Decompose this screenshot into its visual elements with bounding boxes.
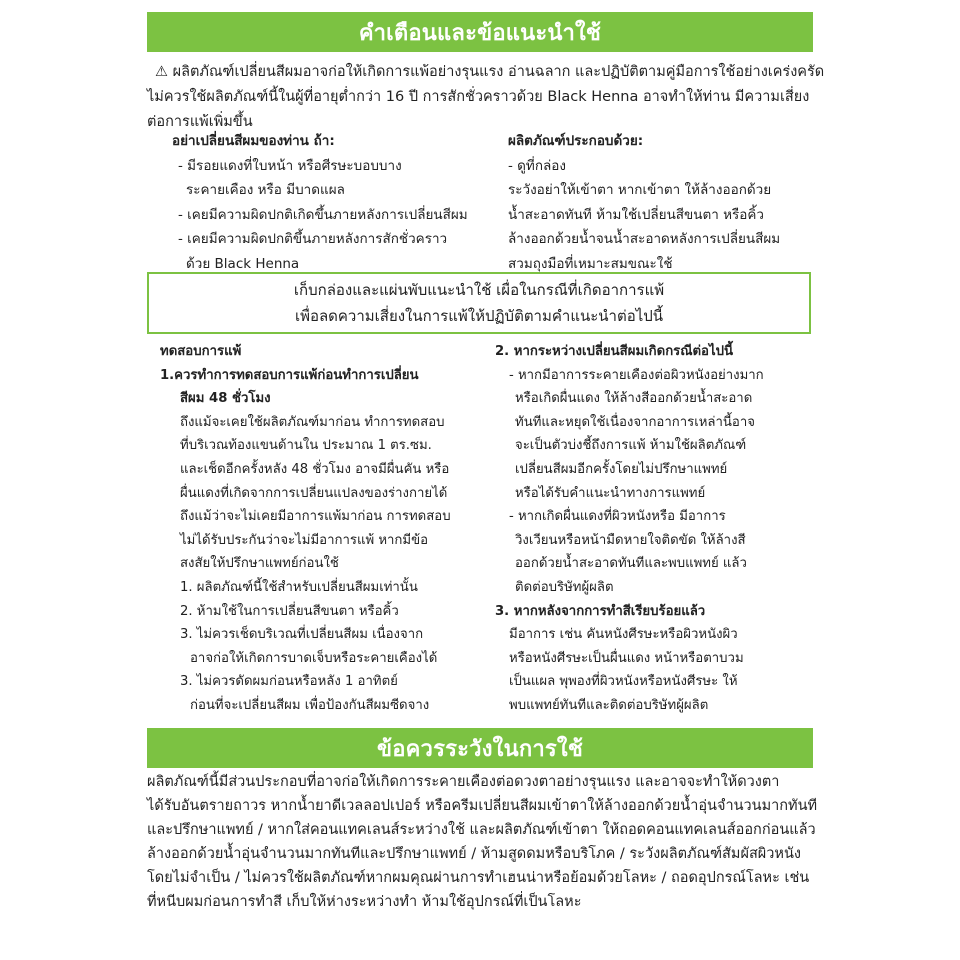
list-item: - ดูที่กล่อง: [508, 157, 566, 174]
text-line: วิงเวียนหรือหน้ามืดหายใจติดขัด ให้ล้างสี: [515, 532, 746, 548]
during-dye-section: [495, 340, 815, 718]
list-item: - มีรอยแดงที่ใบหน้า หรือศีรษะบอบบาง: [178, 157, 402, 174]
list-item: 3. ไม่ควรเช็ดบริเวณที่เปลี่ยนสีผม เนื่องจาก: [180, 627, 424, 643]
text-line: ที่บริเวณท้องแขนด้านใน ประมาณ 1 ตร.ซม.: [180, 438, 432, 454]
do-not-dye-heading: อย่าเปลี่ยนสีผมของท่าน ถ้า:: [172, 133, 335, 149]
list-item: 1. ผลิตภัณฑ์นี้ใช้สำหรับเปลี่ยนสีผมเท่านั้น: [180, 579, 418, 595]
contents-section: [508, 129, 808, 276]
text-line: ติดต่อบริษัทผู้ผลิต: [515, 579, 614, 595]
caution-line: ผลิตภัณฑ์นี้มีส่วนประกอบที่อาจก่อให้เกิดการระคายเคืองต่อดวงตาอย่างรุนแรง และอาจจะทำให้ดวงตา: [147, 774, 780, 790]
warnings-banner: [147, 12, 813, 52]
text-line: หรือหนังศีรษะเป็นผื่นแดง หน้าหรือตาบวม: [509, 650, 744, 666]
list-item: ก่อนที่จะเปลี่ยนสีผม เพื่อป้องกันสีผมซีดจาง: [190, 697, 430, 713]
text-line: เปลี่ยนสีผมอีกครั้งโดยไม่ปรึกษาแพทย์: [515, 461, 728, 477]
caution-paragraph: [147, 770, 817, 914]
list-item: - เคยมีความผิดปกติเกิดขึ้นภายหลังการเปลี่ยนสีผม: [178, 206, 468, 223]
list-item: น้ำสะอาดทันที ห้ามใช้เปลี่ยนสีขนตา หรือคิ้ว: [508, 206, 765, 223]
allergy-test-step: สีผม 48 ชั่วโมง: [180, 391, 271, 407]
text-line: มีอาการ เช่น คันหนังศีรษะหรือผิวหนังผิว: [509, 627, 738, 643]
list-item: สวมถุงมือที่เหมาะสมขณะใช้: [508, 255, 673, 272]
text-line: หรือได้รับคำแนะนำทางการแพทย์: [515, 485, 706, 501]
list-item: - หากเกิดผื่นแดงที่ผิวหนังหรือ มีอาการ: [509, 509, 726, 525]
list-item: ล้างออกด้วยน้ำจนน้ำสะอาดหลังการเปลี่ยนสีผม: [508, 231, 781, 247]
list-item: - หากมีอาการระคายเคืองต่อผิวหนังอย่างมาก: [509, 367, 764, 383]
allergy-test-heading: ทดสอบการแพ้: [160, 344, 242, 359]
allergy-test-section: [160, 340, 480, 718]
caution-banner: [147, 728, 813, 768]
caution-line: โดยไม่จำเป็น / ไม่ควรใช้ผลิตภัณฑ์หากผมคุณผ่านการทำเฮนน่าหรือย้อมด้วยโลหะ / ถอดอุปกรณ์โลหะ เช่น: [147, 870, 810, 886]
notice-line: เพื่อลดความเสี่ยงในการแพ้ให้ปฏิบัติตามคำแนะนำต่อไปนี้: [294, 307, 664, 325]
text-line: ไม่ได้รับประกันว่าจะไม่มีอาการแพ้ หากมีข้อ: [180, 532, 429, 548]
allergy-test-step: 1.ควรทำการทดสอบการแพ้ก่อนทำการเปลี่ยน: [160, 367, 419, 383]
caution-line: ที่หนีบผมก่อนการทำสี เก็บให้ห่างระหว่างทำ ห้ามใช้อุปกรณ์ที่เป็นโลหะ: [147, 894, 582, 910]
keep-box-notice: [147, 272, 811, 334]
text-line: ถึงแม้ว่าจะไม่เคยมีอาการแพ้มาก่อน การทดสอบ: [180, 509, 451, 525]
list-item: 2. ห้ามใช้ในการเปลี่ยนสีขนตา หรือคิ้ว: [180, 603, 399, 619]
list-item: - เคยมีความผิดปกติขึ้นภายหลังการสักชั่วคราว: [178, 231, 448, 247]
intro-paragraph: [147, 60, 825, 135]
after-dye-heading: 3. หากหลังจากการทำสีเรียบร้อยแล้ว: [495, 603, 706, 619]
text-line: ออกด้วยน้ำสะอาดทันทีและพบแพทย์ แล้ว: [515, 556, 747, 572]
text-line: ถึงแม้จะเคยใช้ผลิตภัณฑ์มาก่อน ทำการทดสอบ: [180, 414, 445, 430]
list-item: ระคายเคือง หรือ มีบาดแผล: [186, 182, 345, 198]
text-line: ทันทีและหยุดใช้เนื่องจากอาการเหล่านี้อาจ: [515, 414, 755, 430]
caution-line: ได้รับอันตรายถาวร หากน้ำยาดีเวลลอปเปอร์ หรือครีมเปลี่ยนสีผมเข้าตาให้ล้างออกด้วยน้ำอุ่นจำนวนมากทันที: [147, 798, 818, 814]
text-line: จะเป็นตัวบ่งชี้ถึงการแพ้ ห้ามใช้ผลิตภัณฑ์: [515, 438, 747, 454]
text-line: หรือเกิดผื่นแดง ให้ล้างสีออกด้วยน้ำสะอาด: [515, 391, 753, 407]
intro-line: ⚠ ผลิตภัณฑ์เปลี่ยนสีผมอาจก่อให้เกิดการแพ้อย่างรุนแรง อ่านฉลาก และปฏิบัติตามคู่มือการใช้อย่างเคร่งครัด: [155, 64, 825, 80]
during-dye-heading: 2. หากระหว่างเปลี่ยนสีผมเกิดกรณีต่อไปนี้: [495, 344, 733, 359]
list-item: ระวังอย่าให้เข้าตา หากเข้าตา ให้ล้างออกด้วย: [508, 182, 772, 198]
intro-line: ต่อการแพ้เพิ่มขึ้น: [147, 114, 253, 130]
notice-line: เก็บกล่องและแผ่นพับแนะนำใช้ เผื่อในกรณีที่เกิดอาการแพ้: [293, 281, 665, 299]
text-line: ผื่นแดงที่เกิดจากการเปลี่ยนแปลงของร่างกายได้: [180, 485, 448, 501]
text-line: พบแพทย์ทันทีและติดต่อบริษัทผู้ผลิต: [509, 697, 709, 713]
text-line: และเช็ดอีกครั้งหลัง 48 ชั่วโมง อาจมีผื่นคัน หรือ: [180, 461, 450, 477]
do-not-dye-section: [172, 129, 482, 276]
caution-title: ข้อควรระวังในการใช้: [376, 736, 583, 762]
list-item: ด้วย Black Henna: [186, 255, 300, 272]
caution-line: ล้างออกด้วยน้ำอุ่นจำนวนมากทันทีและปรึกษาแพทย์ / ห้ามสูดดมหรือบริโภค / ระวังผลิตภัณฑ์สัมผัสผิวหนัง: [147, 846, 801, 862]
text-line: สงสัยให้ปรึกษาแพทย์ก่อนใช้: [180, 556, 339, 572]
contents-heading: ผลิตภัณฑ์ประกอบด้วย:: [508, 133, 644, 149]
list-item: อาจก่อให้เกิดการบาดเจ็บหรือระคายเคืองได้: [190, 650, 438, 666]
caution-line: และปรึกษาแพทย์ / หากใส่คอนแทคเลนส์ระหว่างใช้ และผลิตภัณฑ์เข้าตา ให้ถอดคอนแทคเลนส์ออกก่อนแล้ว: [147, 822, 816, 838]
list-item: 3. ไม่ควรดัดผมก่อนหรือหลัง 1 อาทิตย์: [180, 674, 398, 690]
text-line: เป็นแผล พุพองที่ผิวหนังหรือหนังศีรษะ ให้: [509, 674, 738, 690]
warnings-title: คำเตือนและข้อแนะนำใช้: [358, 20, 602, 46]
intro-line: ไม่ควรใช้ผลิตภัณฑ์นี้ในผู้ที่อายุต่ำกว่า 16 ปี การสักชั่วคราวด้วย Black Henna อาจทำให้ท่าน มีความเสี่ยง: [147, 89, 810, 105]
